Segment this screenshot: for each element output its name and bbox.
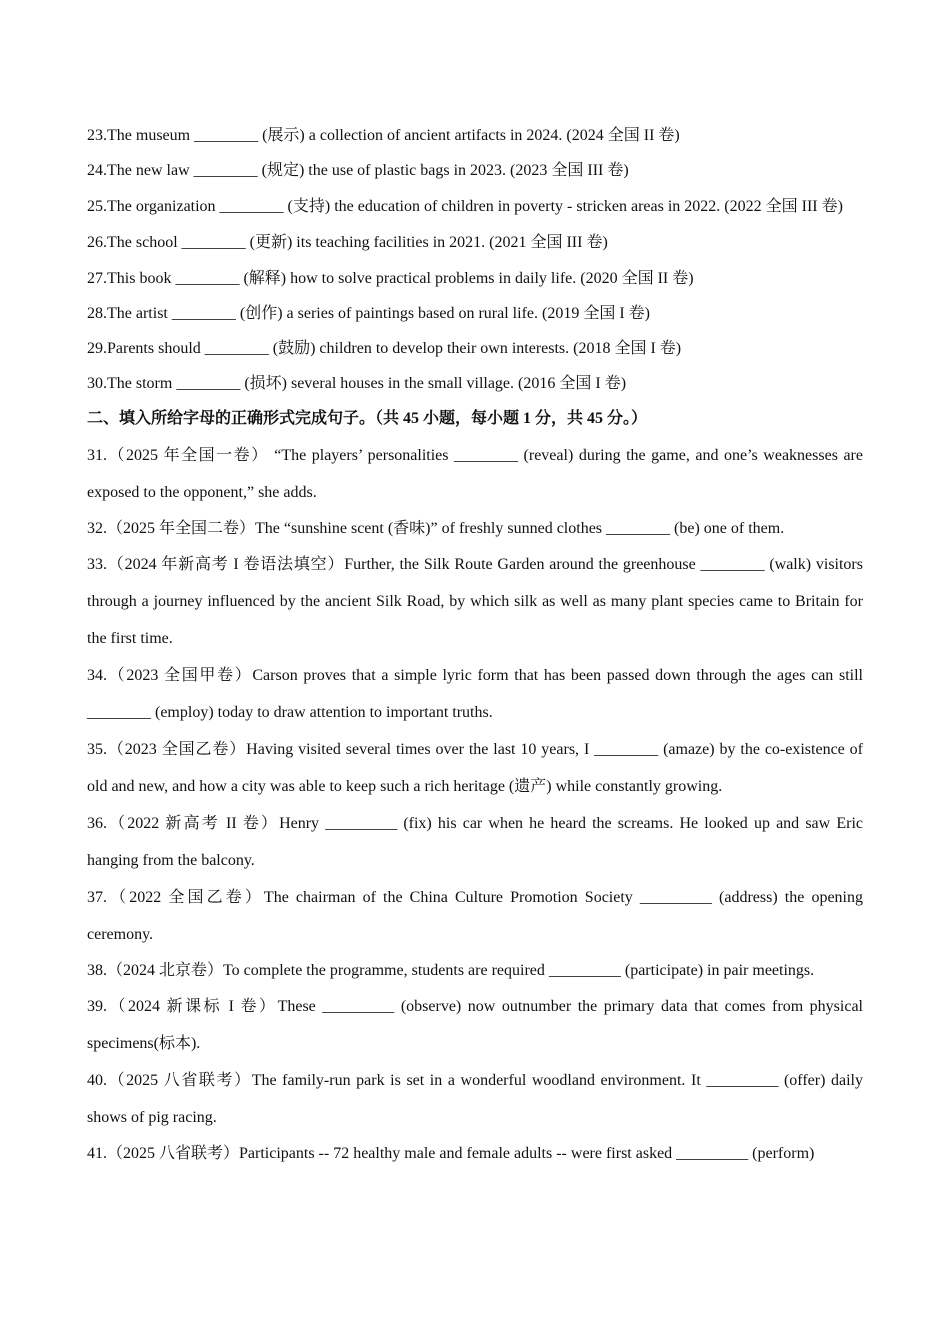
question-28: 28.The artist ________ (创作) a series of paintings based on rural life. (2019 全国 I 卷)	[87, 304, 650, 322]
section-heading: 二、填入所给字母的正确形式完成句子。（共 45 小题，每小题 1 分，共 45 分。）	[87, 410, 648, 428]
question-24: 24.The new law ________ (规定) the use of plastic bags in 2023. (2023 全国 III 卷)	[87, 162, 629, 180]
question-29: 29.Parents should ________ (鼓励) children to develop their own interests. (2018 全国 I 卷)	[87, 339, 682, 357]
question-37: 37.（2022 全国乙卷）The chairman of the China Culture Promotion Society _________ (address) the opening ceremony.	[87, 888, 863, 943]
question-32: 32.（2025 年全国二卷）The “sunshine scent (香味)” of freshly sunned clothes ________ (be) one of them.	[87, 519, 785, 537]
question-38: 38.（2024 北京卷）To complete the programme, students are required _________ (participate) in pair meetings.	[87, 961, 815, 979]
question-35: 35.（2023 全国乙卷）Having visited several times over the last 10 years, I ________ (amaze) by the co-existence of old and new, and how a city was able to keep such a rich heritage (遗产) while constantly growing.	[87, 740, 863, 795]
question-39: 39.（2024 新课标 I 卷）These _________ (observe) now outnumber the primary data that comes from physical specimens(标本).	[87, 997, 863, 1052]
question-23: 23.The museum ________ (展示) a collection of ancient artifacts in 2024. (2024 全国 II 卷)	[87, 127, 680, 144]
question-27: 27.This book ________ (解释) how to solve practical problems in daily life. (2020 全国 II 卷)	[87, 269, 694, 287]
question-30: 30.The storm ________ (损坏) several houses in the small village. (2016 全国 I 卷)	[87, 375, 627, 393]
question-36: 36.（2022 新高考 II 卷）Henry _________ (fix) his car when he heard the screams. He looked up and saw Eric hanging from the balcony.	[87, 814, 863, 869]
question-40: 40.（2025 八省联考）The family-run park is set in a wonderful woodland environment. It _________ (offer) daily shows of pig racing.	[87, 1071, 863, 1126]
question-25: 25.The organization ________ (支持) the education of children in poverty - stricken areas in 2022. (2022 全国 III 卷)	[87, 198, 843, 216]
question-41: 41.（2025 八省联考）Participants -- 72 healthy male and female adults -- were first asked _________ (perform)	[87, 1144, 815, 1162]
worksheet-page	[87, 118, 863, 1171]
question-31: 31.（2025 年全国一卷） “The players’ personalities ________ (reveal) during the game, and one’s weaknesses are exposed to the opponent,” she adds.	[87, 446, 863, 501]
question-33: 33.（2024 年新高考 I 卷语法填空）Further, the Silk Route Garden around the greenhouse ________ (walk) visitors through a journey influenced by the ancient Silk Road, by which silk as well as many plant species came to Britain for the first time.	[87, 555, 863, 647]
question-26: 26.The school ________ (更新) its teaching facilities in 2021. (2021 全国 III 卷)	[87, 234, 608, 252]
question-34: 34.（2023 全国甲卷）Carson proves that a simple lyric form that has been passed down through the ages can still ________ (employ) today to draw attention to important truths.	[87, 666, 863, 721]
